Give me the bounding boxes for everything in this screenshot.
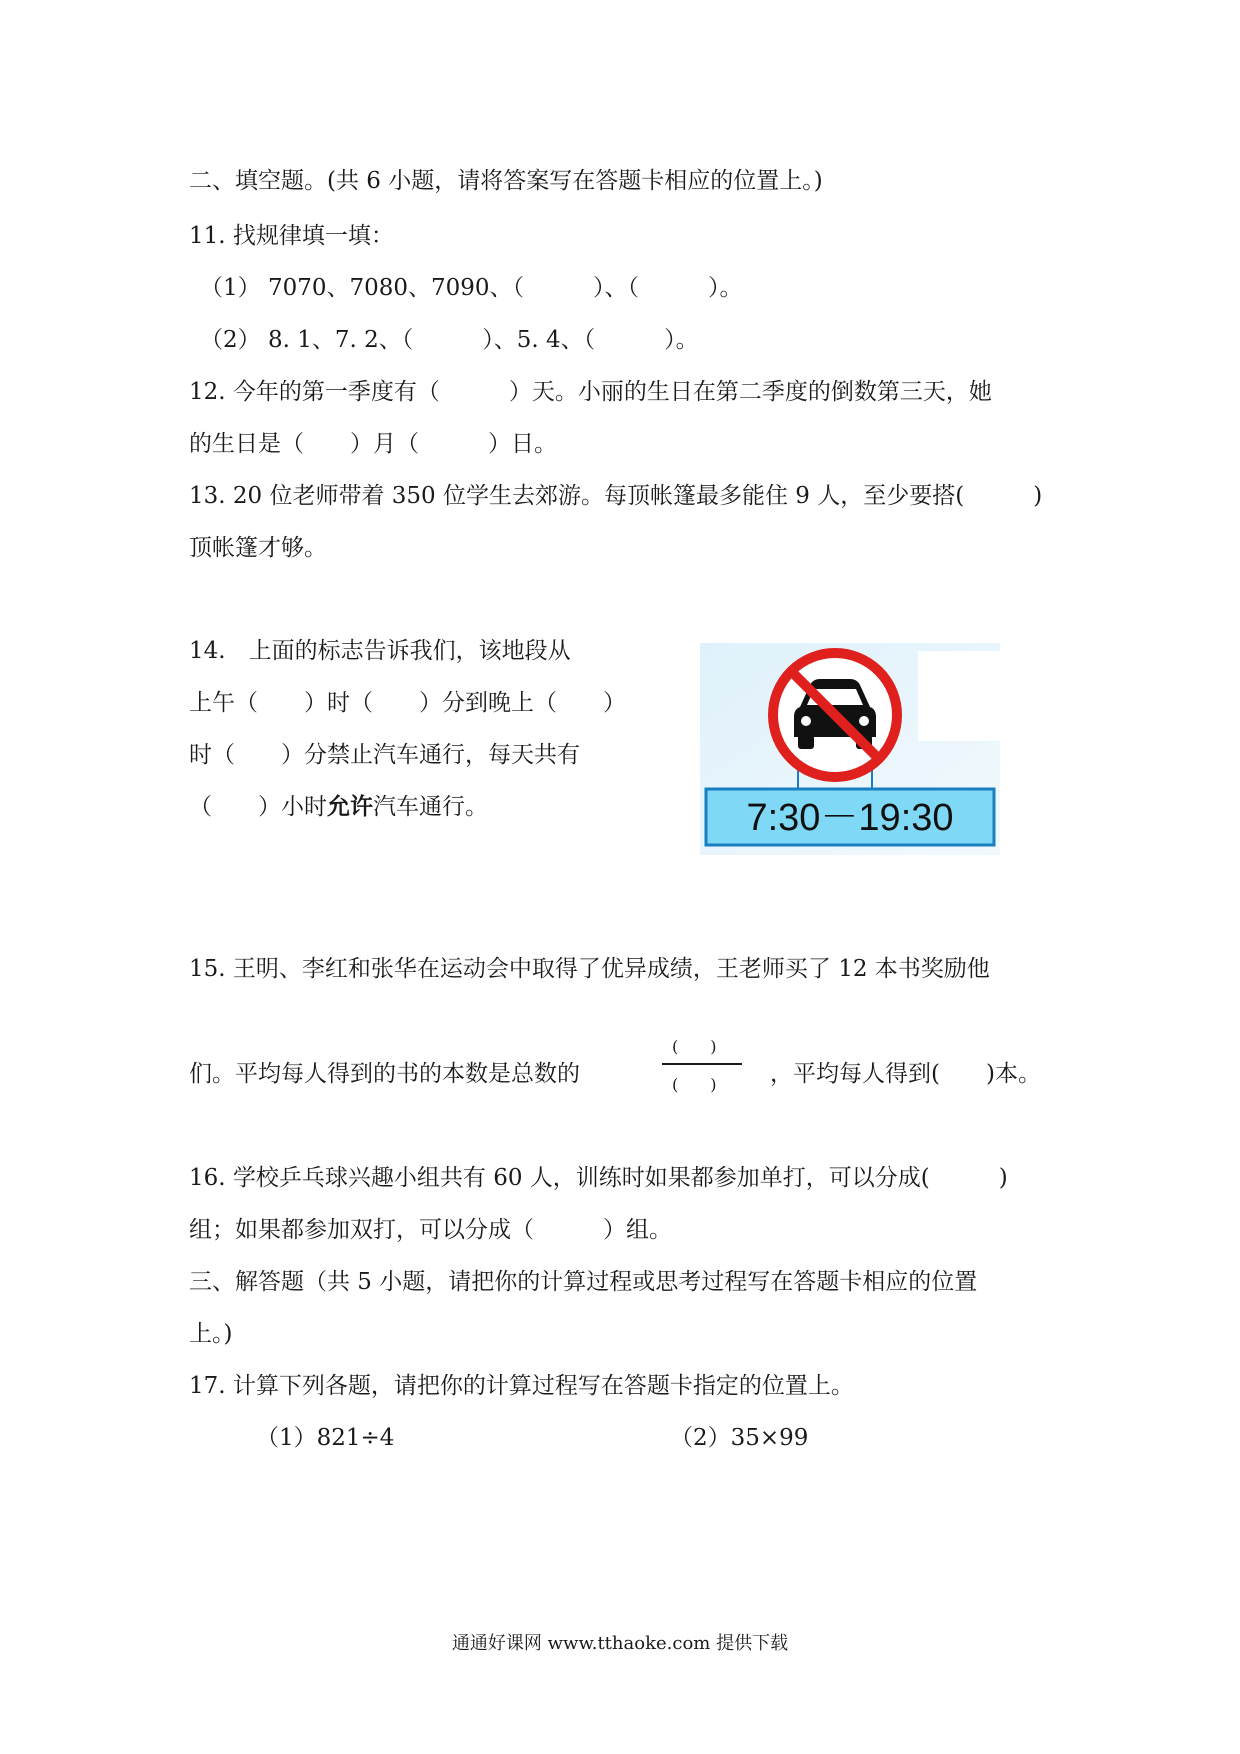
q14-line4-bold: 允许 <box>327 794 373 820</box>
q11-title: 11. 找规律填一填： <box>189 223 394 249</box>
q14-line4 <box>189 792 488 822</box>
q14-line3: 时（ ）分禁止汽车通行，每天共有 <box>189 742 580 768</box>
section2-heading: 二、填空题。(共 6 小题，请将答案写在答题卡相应的位置上。) <box>189 168 823 194</box>
q14-line4-post: 汽车通行。 <box>373 794 488 820</box>
sign-time-text: 7:30－19:30 <box>746 797 954 839</box>
q14-line2: 上午（ ）时（ ）分到晚上（ ） <box>189 690 626 716</box>
q15-line1: 15. 王明、李红和张华在运动会中取得了优异成绩，王老师买了 12 本书奖励他 <box>189 956 990 982</box>
fraction-bar <box>662 1063 742 1065</box>
q17-item2: （2）35×99 <box>670 1425 809 1451</box>
no-cars-sign <box>700 643 1000 855</box>
fraction-denominator: ( ) <box>672 1075 717 1094</box>
q13-line2: 顶帐篷才够。 <box>189 535 327 561</box>
q17-item1: （1）821÷4 <box>256 1425 395 1451</box>
fraction-blank <box>662 1038 742 1098</box>
q12-line2: 的生日是（ ）月（ ）日。 <box>189 431 557 457</box>
footer-text: 通通好课网 www.tthaoke.com 提供下载 <box>451 1633 789 1654</box>
q13-line1: 13. 20 位老师带着 350 位学生去郊游。每顶帐篷最多能住 9 人，至少要搭( ) <box>189 483 1043 509</box>
fraction-numerator: ( ) <box>672 1037 717 1056</box>
q11-row2: （2） 8. 1、7. 2、（ ）、5. 4、（ ）。 <box>200 327 699 353</box>
q14-line1: 14. 上面的标志告诉我们，该地段从 <box>189 638 571 664</box>
q17-title: 17. 计算下列各题，请把你的计算过程写在答题卡指定的位置上。 <box>189 1373 854 1399</box>
q15-line2-post: ，平均每人得到( )本。 <box>770 1061 1041 1087</box>
q16-line1: 16. 学校乒乓球兴趣小组共有 60 人，训练时如果都参加单打，可以分成( ) <box>189 1165 1008 1191</box>
q16-line2: 组；如果都参加双打，可以分成（ ）组。 <box>189 1217 672 1243</box>
q14-line4-pre: （ ）小时 <box>189 794 327 820</box>
section3-line2: 上。) <box>189 1321 233 1347</box>
section3-line1: 三、解答题（共 5 小题，请把你的计算过程或思考过程写在答题卡相应的位置 <box>189 1269 978 1295</box>
q15-line2-pre: 们。平均每人得到的书的本数是总数的 <box>189 1061 580 1087</box>
no-cars-icon <box>700 643 1000 855</box>
q12-line1: 12. 今年的第一季度有（ ）天。小丽的生日在第二季度的倒数第三天，她 <box>189 379 992 405</box>
q11-row1: （1） 7070、7080、7090、（ ）、（ ）。 <box>200 275 743 301</box>
